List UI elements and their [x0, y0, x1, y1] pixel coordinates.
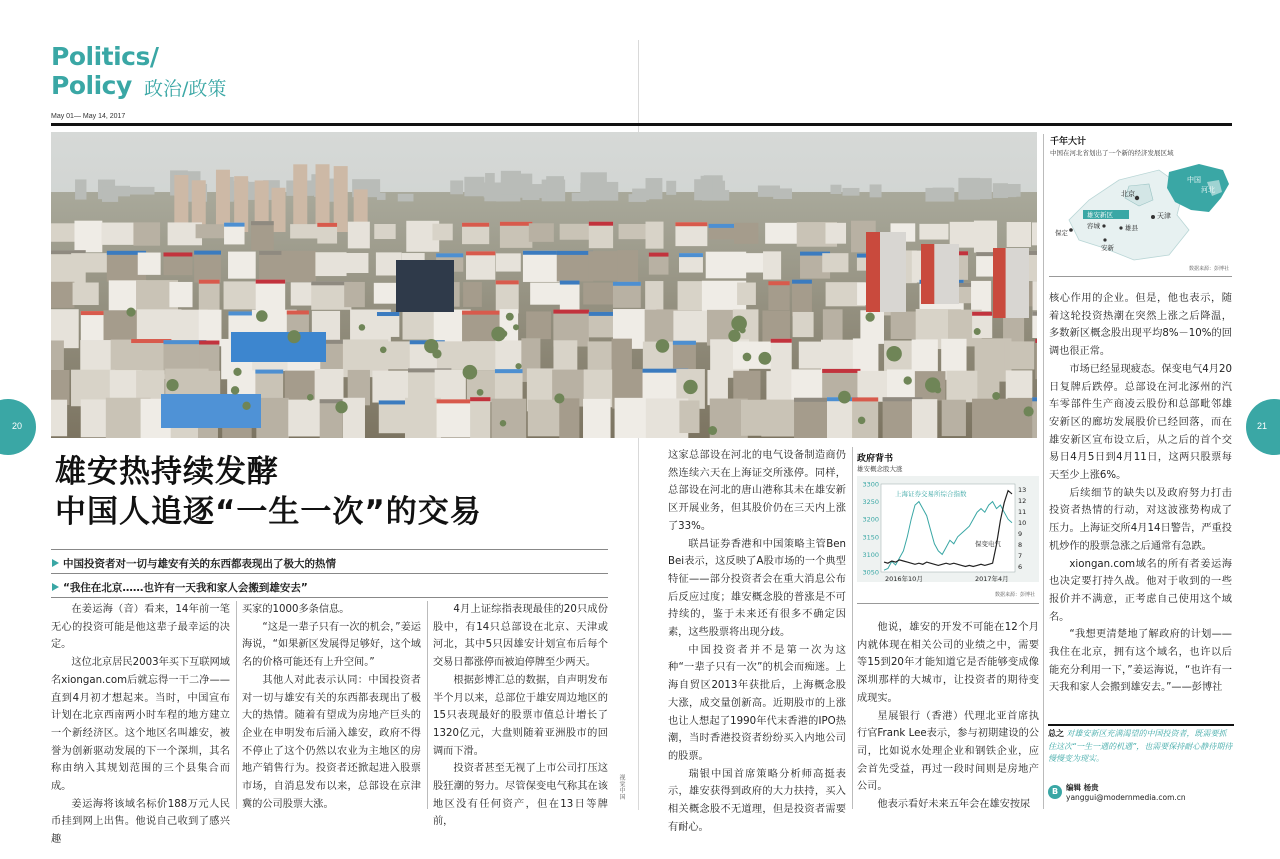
- town-building: [615, 398, 650, 438]
- body-column-2: [242, 601, 421, 813]
- blue-roof-building: [161, 394, 261, 428]
- town-building: [463, 282, 482, 307]
- tree: [463, 365, 478, 380]
- building-roof: [81, 311, 105, 315]
- tree: [166, 379, 178, 391]
- town-building: [523, 251, 559, 282]
- distant-building: [485, 173, 495, 198]
- building-roof: [194, 251, 221, 255]
- editor-badge: B: [1048, 785, 1062, 799]
- body-column-1: [51, 601, 230, 849]
- map-label-china: 中国: [1187, 176, 1201, 184]
- right-axis-tick-label: 8: [1018, 541, 1023, 549]
- rongcheng-dot: [1102, 224, 1105, 227]
- tower-building: [293, 164, 307, 232]
- building-roof: [500, 222, 532, 226]
- tree: [992, 392, 1000, 400]
- town-building: [733, 371, 760, 402]
- paragraph: 核心作用的企业。但是，他也表示，随着这轮投资热潮在突然上涨之后降温，多数新区概念股出现平均8%－10%的回调也很正常。: [1049, 293, 1232, 358]
- town-building: [852, 397, 878, 438]
- town-building: [73, 282, 99, 305]
- tree: [656, 339, 670, 353]
- building-roof: [972, 312, 992, 316]
- tianjin-dot: [1151, 215, 1155, 219]
- series-label-baobian: 保变电气: [975, 540, 1001, 548]
- x-axis-tick-label: 2017年4月: [975, 575, 1009, 583]
- paragraph: 姜运海将该域名标价188万元人民币挂到网上出售。他说自己收到了感兴趣: [51, 798, 230, 846]
- tree: [708, 426, 717, 435]
- xiongxian-dot: [1119, 226, 1122, 229]
- town-building: [583, 399, 611, 438]
- distant-building: [701, 176, 712, 196]
- distant-building: [842, 188, 859, 196]
- column-divider: [1043, 134, 1044, 809]
- town-building: [251, 221, 274, 250]
- town-building: [51, 400, 67, 437]
- town-building: [528, 400, 560, 437]
- distant-building: [127, 187, 154, 195]
- distant-building: [666, 181, 676, 195]
- headline-line2: 中国人追逐“一生一次”的交易: [55, 494, 482, 530]
- tree: [858, 417, 865, 424]
- tree: [728, 330, 740, 342]
- subhead-rule-bottom: [51, 597, 608, 598]
- building-roof: [792, 280, 812, 284]
- right-axis-tick-label: 10: [1018, 519, 1027, 527]
- tree: [925, 377, 940, 392]
- paragraph: 后续细节的缺失以及政府努力打击投资者热情的行动，对这波涨势构成了压力。上海证交所4月14日警告，严重投机炒作的股票急涨之后通常有急跌。: [1049, 487, 1232, 552]
- distant-building: [377, 193, 386, 200]
- town-building: [583, 283, 616, 305]
- town-building: [529, 223, 554, 242]
- building-roof: [255, 370, 283, 374]
- town-building: [793, 312, 814, 337]
- town-building: [374, 224, 395, 239]
- town-building: [526, 311, 551, 339]
- dark-office-tower: [396, 260, 454, 312]
- distant-building: [580, 183, 594, 196]
- town-building: [496, 280, 519, 313]
- tree: [307, 394, 314, 401]
- summary-rule: [1048, 724, 1234, 726]
- city-aerial-illustration: [51, 132, 1037, 438]
- town-building: [1035, 339, 1037, 379]
- building-roof: [768, 281, 789, 285]
- distant-building: [450, 180, 463, 194]
- town-building: [673, 341, 696, 372]
- paragraph: 联昌证券香港和中国策略主管Ben Bei表示，这反映了A股市场的一个典型特征——部分投资者会在重大消息公布后反应过度；雄安概念股的普涨是不可持续的，鉴于未来还有很多不确定因素，这些股票将出现分歧。: [668, 538, 846, 639]
- town-building: [560, 281, 580, 313]
- building-roof: [317, 223, 337, 227]
- section-title-en: [51, 42, 159, 100]
- paragraph: 他说，雄安的开发不可能在12个月内就体现在相关公司的业绩之中，需要等15到20年才能知道它是否能够变成像深圳那样的大城市，让投资者的期待变成现实。: [857, 622, 1039, 704]
- subhead-rule-top: [51, 549, 608, 550]
- tree: [554, 393, 564, 403]
- tree: [335, 401, 347, 413]
- building-roof: [557, 251, 593, 255]
- town-building: [466, 251, 495, 279]
- tree: [886, 346, 901, 361]
- building-roof: [199, 280, 220, 284]
- building-roof: [495, 369, 523, 373]
- building-roof: [560, 281, 580, 285]
- chart-source: 数据来源：彭博社: [995, 592, 1036, 598]
- paragraph: “我想更清楚地了解政府的计划——我住在北京，拥有这个域名，也许以后能充分利用一下，”姜运海说，“也许有一天我和家人会搬到雄安去。”——彭博社: [1049, 629, 1232, 694]
- building-roof: [523, 251, 559, 255]
- paragraph: 买家的1000多条信息。: [242, 604, 350, 615]
- paragraph: 这家总部设在河北的电气设备制造商仍然连续六天在上海证交所涨停。同样，总部设在河北的唐山港称其未在雄安新区开展业务，但其股价仍在三天内上涨了33%。: [668, 450, 846, 532]
- photo-credit: 视觉中国: [618, 774, 625, 800]
- building-roof: [1032, 312, 1037, 316]
- chart-box-subtitle: 雄安概念股大涨: [857, 465, 903, 473]
- paragraph: 瑞银中国首席策略分析师高挺表示，雄安获得到政府的大力扶持，买入相关概念股不无道理，但是投资者需要有耐心。: [668, 768, 846, 833]
- town-building: [51, 282, 74, 308]
- building-roof: [256, 280, 285, 284]
- tree: [424, 339, 438, 353]
- town-building: [74, 221, 102, 253]
- building-roof: [163, 252, 192, 256]
- tower-building: [316, 164, 330, 232]
- town-building: [763, 251, 781, 279]
- distant-building: [999, 184, 1020, 197]
- baoding-dot: [1069, 228, 1073, 232]
- map-label-rongcheng: 容城: [1087, 222, 1100, 230]
- right-axis-tick-label: 6: [1018, 563, 1023, 571]
- stock-line-chart: [857, 476, 1039, 602]
- town-building: [557, 251, 593, 282]
- tree: [758, 352, 771, 365]
- building-roof: [224, 223, 244, 227]
- town-building: [372, 371, 413, 403]
- blue-roof-hall: [231, 332, 326, 362]
- paragraph: 根据彭博汇总的数据，自声明发布半个月以来，总部位于雄安周边地区的15只表现最好的股票市值总计增长了1320亿元，大盘则随着亚洲股市的回调而下滑。: [433, 674, 608, 757]
- map-label-beijing: 北京: [1121, 190, 1135, 198]
- town-building: [256, 398, 288, 438]
- building-roof: [852, 397, 878, 401]
- town-building: [971, 281, 991, 311]
- summary-box: [1048, 728, 1234, 766]
- tree: [739, 327, 745, 333]
- town-building: [344, 282, 365, 307]
- tree: [126, 307, 135, 316]
- building-roof: [470, 397, 490, 401]
- distant-building: [773, 188, 792, 199]
- building-roof: [673, 341, 696, 345]
- page-number-left-text: 20: [11, 421, 22, 431]
- town-building: [679, 400, 699, 433]
- body-column-3: [433, 601, 608, 831]
- building-roof: [822, 369, 860, 373]
- right-axis-tick-label: 12: [1018, 497, 1027, 505]
- town-building: [81, 311, 105, 341]
- town-building: [491, 399, 526, 438]
- building-roof: [466, 251, 495, 255]
- paragraph: 市场已经显现疲态。保变电气4月20日复牌后跌停。总部设在河北涿州的汽车零部件生产商凌云股份和总部毗邻雄安新区的廊坊发展股价已经回落，而在雄安新区宣布设立后，从之后的首个交易日4月5日到4月11日，这两只股票每天至少上涨6%。: [1049, 363, 1232, 482]
- town-building: [496, 253, 521, 271]
- tree: [683, 380, 697, 394]
- subhead-2: “我住在北京……也许有一天我和家人会搬到雄安去”: [51, 580, 608, 595]
- town-building: [196, 224, 228, 238]
- map-bottom-rule: [1049, 276, 1232, 277]
- town-building: [71, 253, 109, 272]
- town-building: [432, 224, 452, 241]
- paragraph: 星展银行（香港）代理北亚首席执行官Frank Lee表示，参与初期建设的公司，比如说水处理企业和钢铁企业，应会首先受益，再过一段时间则是房地产公司。: [857, 710, 1039, 793]
- building-roof: [1032, 397, 1037, 401]
- town-building: [228, 252, 256, 279]
- town-building: [138, 253, 161, 275]
- building-roof: [287, 310, 309, 314]
- distant-building: [925, 188, 954, 202]
- left-axis-tick-label: 3300: [862, 480, 879, 489]
- town-building: [559, 398, 579, 438]
- chart-box-title: 政府背书: [857, 454, 894, 464]
- distant-building: [529, 184, 543, 198]
- issue-dateline: May 01— May 14, 2017: [51, 113, 126, 120]
- town-building: [169, 282, 192, 307]
- town-building: [315, 252, 346, 276]
- right-axis-tick-label: 9: [1018, 530, 1023, 538]
- distant-building: [629, 194, 647, 202]
- town-building: [199, 341, 219, 373]
- map-illustration: [1049, 160, 1232, 272]
- town-building: [259, 251, 285, 282]
- town-building: [912, 399, 937, 438]
- town-building: [1033, 281, 1037, 310]
- town-building: [281, 251, 316, 282]
- paragraph: 中国投资者并不是第一次为这种“一辈子只有一次”的机会而痴迷。上海自贸区2013年获批后，上海概念股大涨，成交量创新高。近期股市的上涨也让人想起了1990年代末香港的IPO热潮，当时香港投资者纷纷买入内地公司的股票。: [668, 644, 846, 762]
- body-column-6: [1049, 290, 1232, 697]
- building-roof: [436, 253, 463, 257]
- right-axis-tick-label: 7: [1018, 552, 1023, 560]
- editor-email: yanggui@modernmedia.com.cn: [1066, 793, 1186, 802]
- map-label-tianjin: 天津: [1157, 212, 1171, 220]
- tree: [974, 328, 981, 335]
- distant-building: [546, 176, 564, 200]
- paragraph: 其他人对此表示认同：中国投资者对一切与雄安有关的东西都表现出了极大的热情。随着有望成为房地产巨头的企业在申明发布后涌入雄安，政府不得不停止了这个仍然以农业为主地区的房地产销售行为。投资者还掀起进入股票市场，自消息发布以来，总部设在京津冀的公司股票大涨。: [242, 674, 421, 810]
- map-label-xiongxian: 雄县: [1125, 224, 1138, 232]
- town-building: [348, 222, 370, 249]
- left-axis-tick-label: 3050: [862, 568, 879, 577]
- distant-building: [398, 194, 414, 202]
- paragraph: xiongan.com域名的所有者姜运海也决定要打持久战。他对于收到的一些报价并不满意，正考虑自己使用这个域名。: [1049, 558, 1232, 623]
- building-roof: [679, 253, 703, 257]
- column-divider: [427, 601, 428, 809]
- tree: [233, 368, 241, 376]
- tree: [242, 402, 250, 410]
- distant-building: [646, 178, 663, 199]
- building-roof: [649, 253, 669, 257]
- town-building: [133, 222, 160, 245]
- town-building: [617, 250, 638, 285]
- town-building: [51, 340, 64, 373]
- series-label-index: 上海证券交易所综合指数: [895, 490, 967, 498]
- town-building: [825, 223, 846, 244]
- building-roof: [377, 312, 399, 316]
- building-roof: [199, 341, 219, 345]
- residential-tower-stripe: [866, 232, 880, 312]
- distant-building: [102, 187, 118, 202]
- paragraph: “这是一辈子只有一次的机会，”姜运海说，“如果新区发展得足够好，这个域名的价格可能还有上升空间。”: [242, 621, 421, 669]
- tree: [477, 389, 484, 396]
- town-building: [792, 280, 812, 317]
- page-number-right-text: 21: [1257, 421, 1268, 431]
- paragraph: 4月上证综指表现最佳的20只成份股中，有14只总部设在北京、天津或河北，其中5只因雄安计划宣布后每个交易日都涨停而被迫停牌至少两天。: [433, 604, 608, 669]
- summary-text: 对雄安新区充满渴望的中国投资者，既需要抓住这次“一生一遇的机遇”，也需要保持耐心静待期待慢慢变为现实。: [1048, 729, 1233, 763]
- distant-building: [501, 171, 521, 195]
- tree: [231, 386, 239, 394]
- town-building: [762, 311, 790, 343]
- building-roof: [771, 339, 792, 343]
- header-rule: [51, 123, 1232, 126]
- right-axis-tick-label: 13: [1018, 486, 1027, 494]
- town-building: [645, 281, 663, 311]
- town-building: [619, 224, 650, 239]
- tree: [1024, 406, 1034, 416]
- editor-name: 编辑 杨贵: [1066, 783, 1099, 792]
- town-building: [737, 283, 756, 305]
- town-building: [1007, 222, 1031, 247]
- tree: [513, 324, 519, 330]
- left-axis-tick-label: 3100: [862, 550, 879, 559]
- left-axis-tick-label: 3200: [862, 515, 879, 524]
- building-roof: [553, 310, 589, 314]
- town-building: [1004, 341, 1034, 369]
- town-building: [768, 281, 789, 310]
- page-number-right: [1246, 399, 1280, 455]
- residential-tower-stripe: [993, 248, 1006, 318]
- town-building: [734, 223, 758, 244]
- city-aerial-photo: [51, 132, 1037, 438]
- building-roof: [1035, 339, 1037, 343]
- tree: [506, 313, 514, 321]
- town-building: [102, 223, 135, 245]
- anxin-dot: [1103, 238, 1106, 241]
- distant-building: [958, 178, 980, 200]
- town-building: [470, 397, 490, 438]
- town-building: [974, 221, 997, 253]
- building-roof: [613, 282, 641, 286]
- left-axis-tick-label: 3250: [862, 498, 879, 507]
- tree: [380, 347, 387, 354]
- distant-building: [464, 177, 484, 196]
- beijing-dot: [1135, 196, 1139, 200]
- section-title-en-line2: Policy: [51, 71, 132, 100]
- town-building: [470, 341, 497, 370]
- building-roof: [589, 222, 613, 226]
- tree: [256, 310, 268, 322]
- subhead-rule-mid: [51, 573, 608, 574]
- tree: [500, 420, 507, 427]
- summary-label: 总之: [1048, 729, 1064, 738]
- building-roof: [675, 222, 707, 226]
- editor-credit: [1048, 783, 1186, 803]
- town-building: [194, 251, 221, 283]
- tree: [288, 330, 301, 343]
- xiongan-location-map: [1049, 160, 1232, 272]
- tree: [515, 363, 521, 369]
- town-building: [942, 400, 966, 436]
- x-axis-tick-label: 2016年10月: [885, 575, 923, 583]
- town-building: [405, 398, 441, 438]
- town-building: [919, 224, 948, 240]
- residential-tower-stripe: [921, 244, 934, 304]
- body-column-4: [668, 447, 846, 836]
- distant-building: [870, 184, 882, 197]
- section-title-en-line1: Politics/: [51, 42, 159, 71]
- building-roof: [251, 221, 274, 225]
- map-box-title: 千年大计: [1050, 137, 1087, 147]
- town-building: [343, 253, 368, 273]
- map-label-anxin: 安新: [1101, 244, 1114, 252]
- tree: [359, 324, 366, 331]
- paragraph: 他表示看好未来五年会在雄安按尿: [877, 799, 1031, 811]
- map-label-hebei: 河北: [1201, 186, 1215, 194]
- town-building: [822, 253, 848, 272]
- town-building: [646, 222, 664, 249]
- town-building: [1032, 397, 1037, 438]
- tree: [865, 312, 874, 321]
- right-axis-tick-label: 11: [1018, 508, 1027, 516]
- distant-building: [75, 179, 86, 199]
- tree: [743, 353, 752, 362]
- town-building: [1032, 222, 1037, 245]
- paragraph: 在姜运海（音）看来，14年前一笔无心的投资可能是他这辈子最幸运的决定。: [51, 604, 230, 651]
- town-building: [560, 224, 591, 240]
- map-box-subtitle: 中国在河北省划出了一个新的经济发展区域: [1050, 149, 1174, 157]
- map-label-xiongan: 雄安新区: [1087, 211, 1113, 219]
- building-roof: [496, 280, 519, 284]
- column-divider: [852, 447, 853, 809]
- section-title-cn: 政治/政策: [144, 78, 227, 100]
- tower-building: [334, 166, 348, 232]
- building-roof: [259, 251, 285, 255]
- page-number-left: [0, 399, 36, 455]
- building-roof: [462, 223, 489, 227]
- paragraph: 投资者甚至无视了上市公司打压这股狂潮的努力。尽管保变电气称其在该地区没有任何资产，但在13日等牌前，: [433, 763, 608, 828]
- distant-building: [830, 185, 841, 194]
- headline-line1: 雄安热持续发酵: [55, 454, 279, 490]
- paragraph: 这位北京居民2003年买下互联网域名xiongan.com后就忘得一干二净——直到4月初才想起来。当时，中国宣布计划在北京西南两小时车程的地方建立一个新经济区。这个地区名叫雄安，被誉为创新驱动发展的下一个深圳，其名称由纳入其规划范围的三个县集合而成。: [51, 657, 230, 793]
- map-source: 数据来源：彭博社: [1189, 266, 1230, 272]
- article-headline: [55, 452, 482, 532]
- tree: [838, 391, 851, 404]
- subhead-1: 中国投资者对一切与雄安有关的东西都表现出了极大的热情: [51, 556, 608, 571]
- column-divider: [236, 601, 237, 809]
- map-label-baoding: 保定: [1055, 229, 1068, 237]
- left-axis-tick-label: 3150: [862, 533, 879, 542]
- town-building: [224, 281, 259, 309]
- town-building: [799, 342, 822, 369]
- chart-bottom-rule: [857, 603, 1039, 604]
- tree: [904, 376, 912, 384]
- body-column-5: [857, 619, 1039, 814]
- tree: [491, 327, 506, 342]
